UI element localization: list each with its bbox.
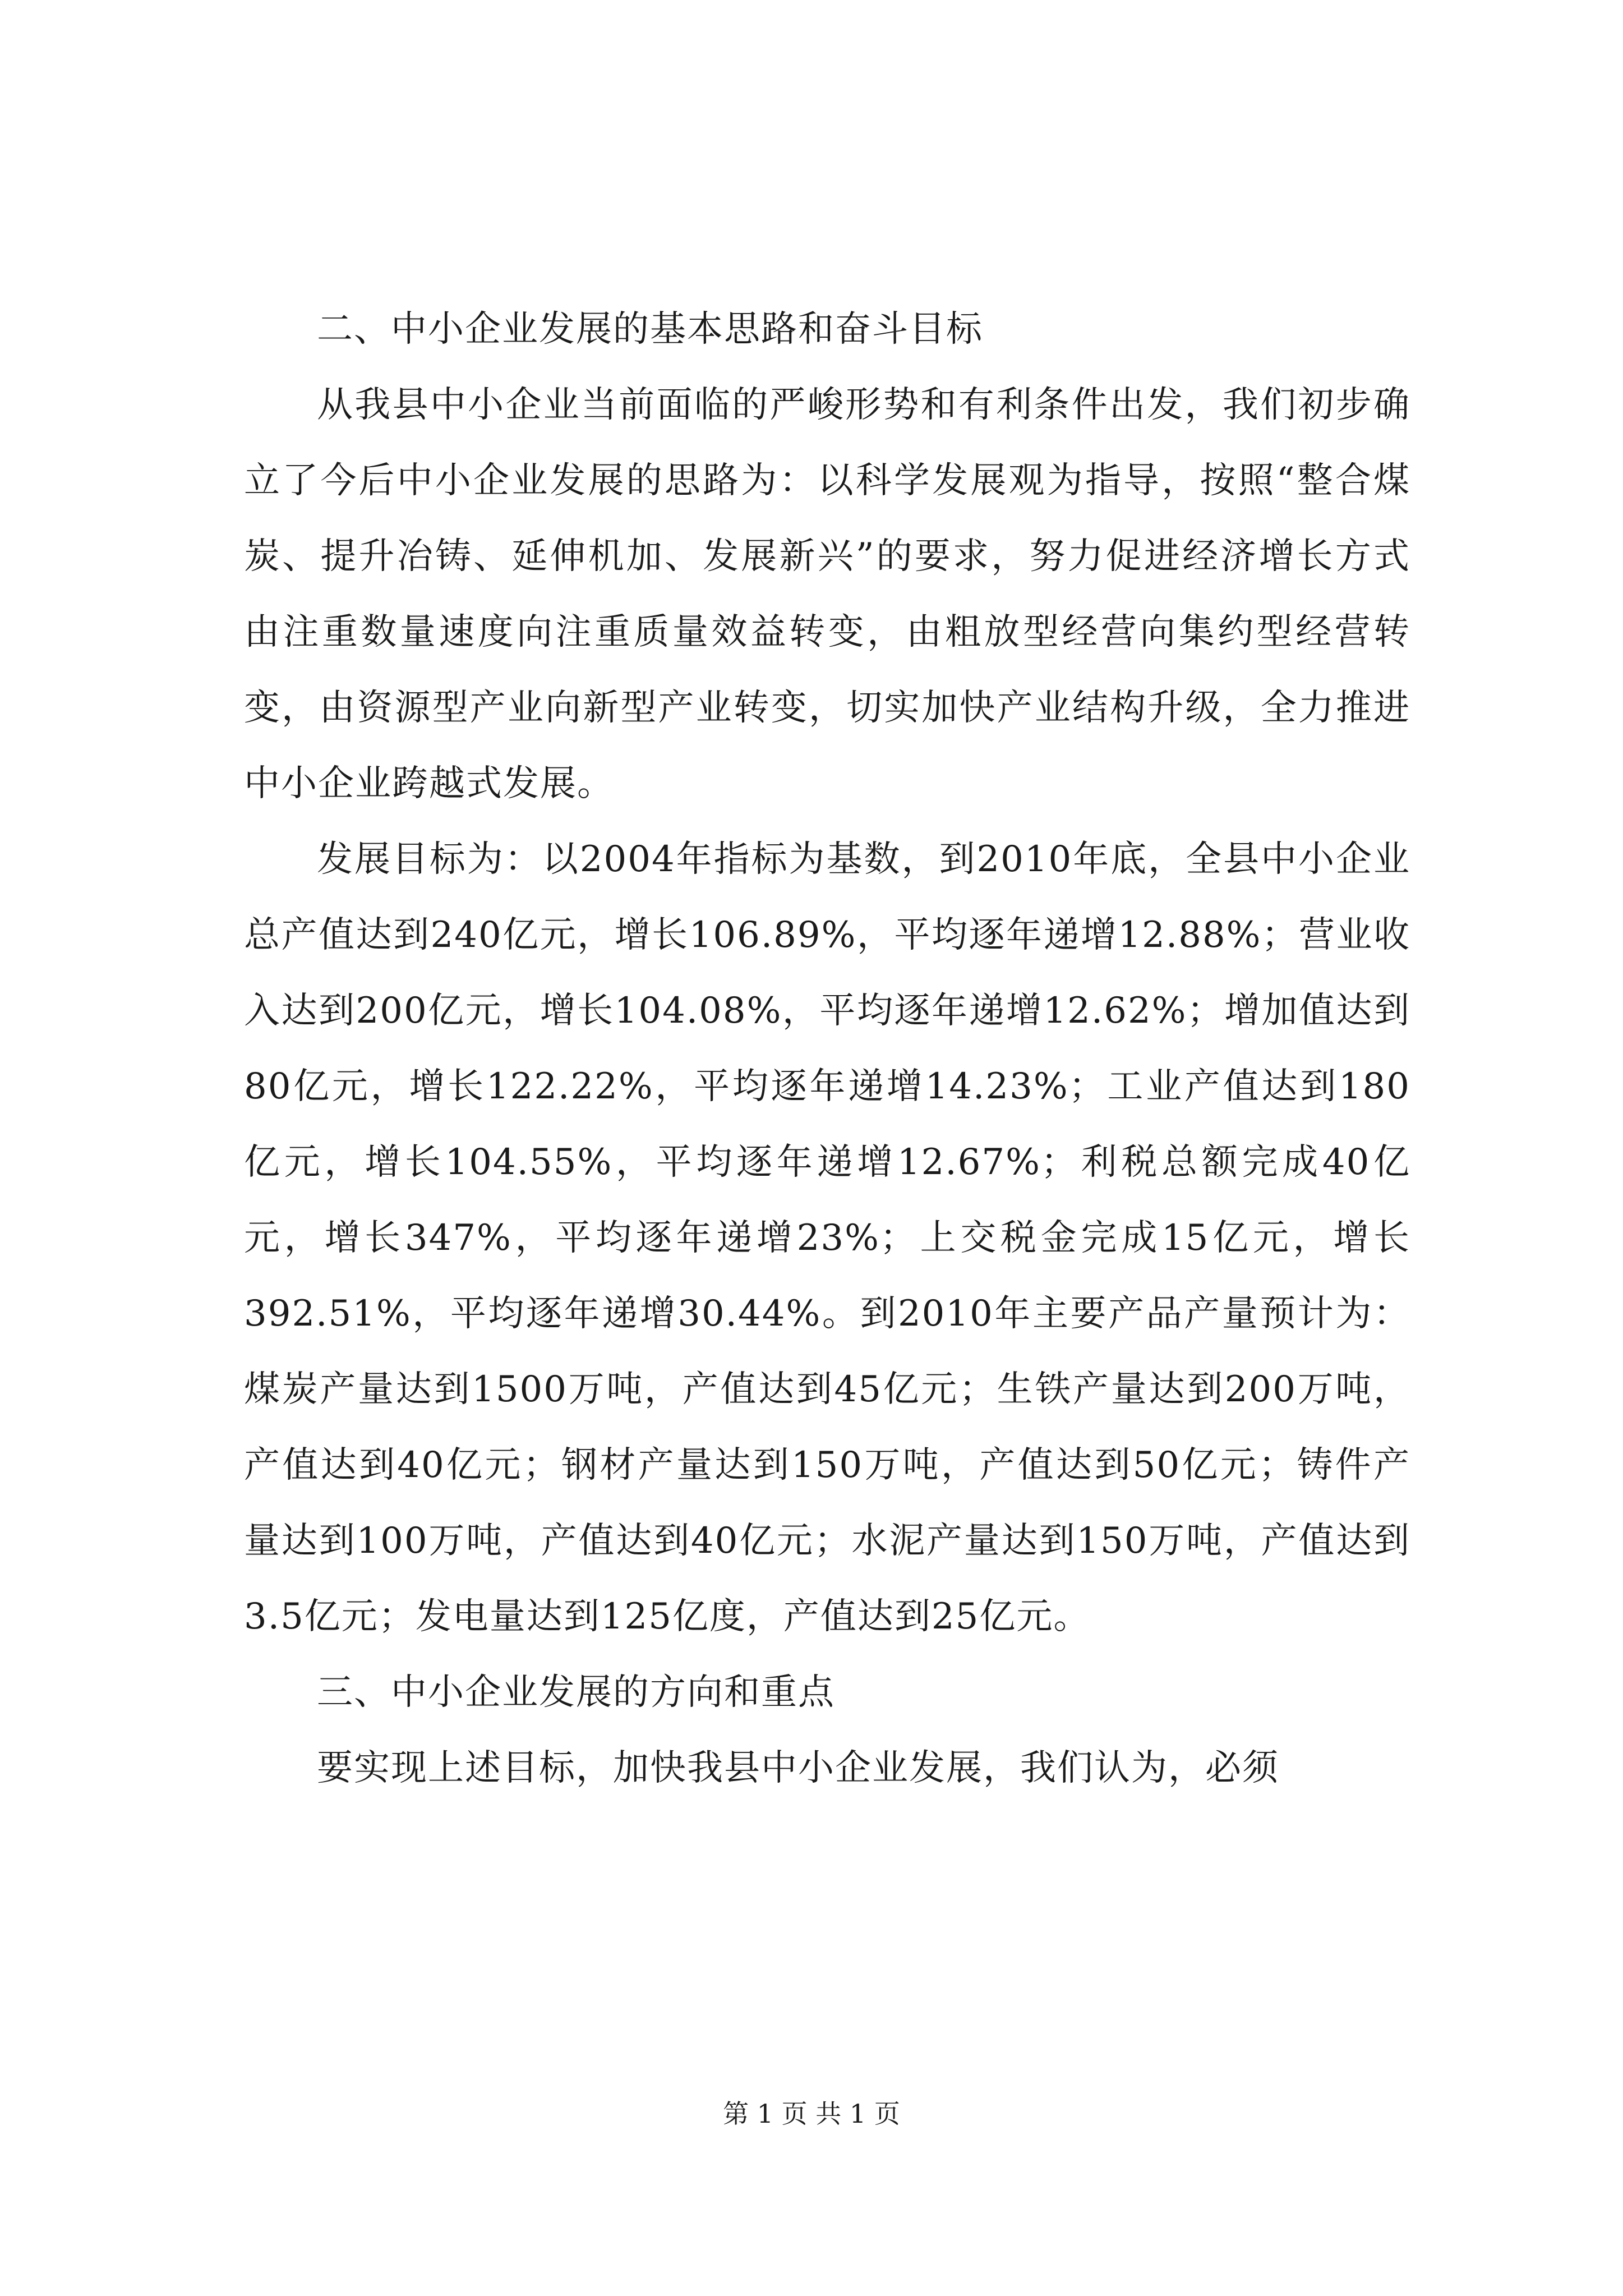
page-footer: 第 1 页 共 1 页	[723, 2099, 900, 2129]
paragraph-goals: 发展目标为：以2004年指标为基数，到2010年底，全县中小企业总产值达到240亿元，增长106.89%，平均逐年递增12.88%；营业收入达到200亿元，增长104.08%，平均逐年递增12.62%；增加值达到80亿元，增长122.22%，平均逐年递增14.23%；工业产值达到180亿元，增长104.55%，平均逐年递增12.67%；利税总额完成40亿元，增长347%，平均逐年递增23%；上交税金完成15亿元，增长392.51%，平均逐年递增30.44%。到2010年主要产品产量预计为：煤炭产量达到1500万吨，产值达到45亿元；生铁产量达到200万吨，产值达到40亿元；钢材产量达到150万吨，产值达到50亿元；铸件产量达到100万吨，产值达到40亿元；水泥产量达到150万吨，产值达到3.5亿元；发电量达到125亿度，产值达到25亿元。	[244, 839, 1410, 1637]
paragraph-continuation: 要实现上述目标，加快我县中小企业发展，我们认为，必须	[317, 1747, 1279, 1789]
section-heading-3: 三、中小企业发展的方向和重点	[317, 1672, 835, 1713]
paragraph-approach: 从我县中小企业当前面临的严峻形势和有利条件出发，我们初步确立了今后中小企业发展的思路为：以科学发展观为指导，按照“整合煤炭、提升冶铸、延伸机加、发展新兴”的要求，努力促进经济增长方式由注重数量速度向注重质量效益转变，由粗放型经营向集约型经营转变，由资源型产业向新型产业转变，切实加快产业结构升级，全力推进中小企业跨越式发展。	[244, 384, 1410, 804]
document-body	[244, 292, 1410, 1806]
section-heading-2: 二、中小企业发展的基本思路和奋斗目标	[317, 309, 983, 350]
